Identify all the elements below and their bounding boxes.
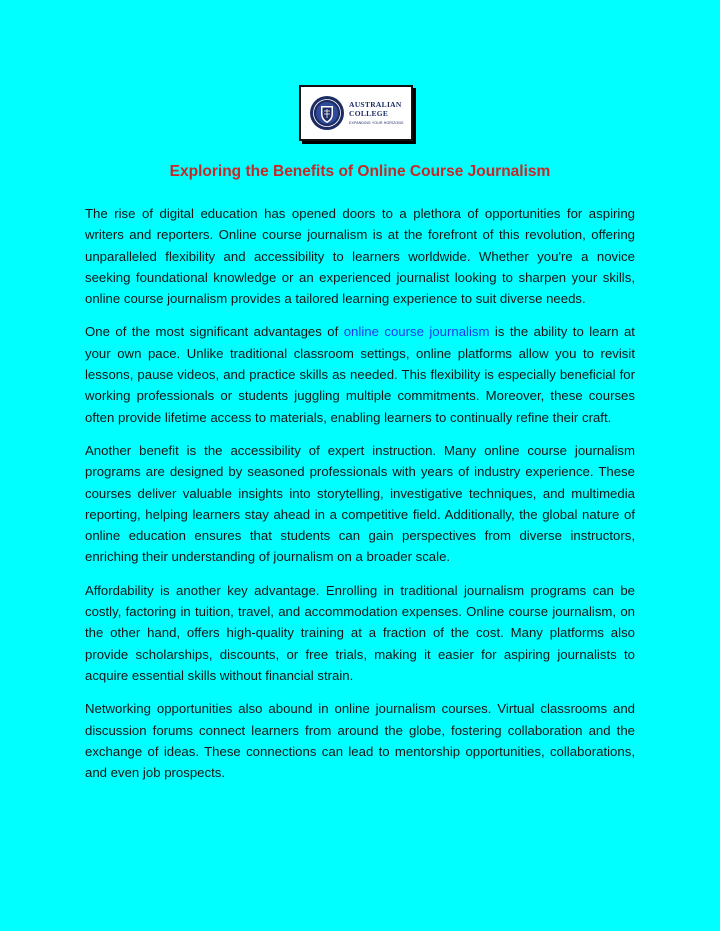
- paragraph: Affordability is another key advantage. Enrolling in traditional journalism programs can be costly, factoring in tuition, travel, and accommodation expenses. Online course journalism, on the other hand, offers high-quality training at a fraction of the cost. Many platforms also provide scholarships, discounts, or free trials, making it easier for aspiring journalists to acquire essential skills without financial strain.: [85, 582, 635, 683]
- page-title: Exploring the Benefits of Online Course Journalism: [169, 163, 551, 180]
- paragraph: Another benefit is the accessibility of expert instruction. Many online course journalism programs are designed by seasoned professionals with years of industry experience. These courses deliver valuable insights into storytelling, investigative techniques, and multimedia reporting, helping learners stay ahead in a competitive field. Additionally, the global nature of online education ensures that students can gain perspectives from diverse instructors, enriching their understanding of journalism on a broader scale.: [85, 442, 635, 565]
- paragraph: The rise of digital education has opened doors to a plethora of opportunities for aspiring writers and reporters. Online course journalism is at the forefront of this revolution, offering unparalleled flexibility and accessibility to learners worldwide. Whether you're a novice seeking foundational knowledge or an experienced journalist looking to sharpen your skills, online course journalism provides a tailored learning experience to suit diverse needs.: [85, 206, 635, 307]
- article-body: [85, 203, 635, 795]
- logo-tagline: EXPANDING YOUR HORIZONS: [349, 120, 404, 125]
- paragraph-with-link: [85, 321, 635, 427]
- paragraph: Networking opportunities also abound in online journalism courses. Virtual classrooms and discussion forums connect learners from around the globe, fostering collaboration and the exchange of ideas. These connections can lead to mentorship opportunities, collaborations, and even job prospects.: [85, 701, 635, 781]
- paragraph-text: One of the most significant advantages of: [85, 324, 344, 340]
- college-logo: [299, 85, 413, 141]
- logo-title-line2: COLLEGE: [349, 109, 389, 119]
- paragraph-text: is the ability to learn at your own pace. Unlike traditional classroom settings, online platforms allow you to revisit lessons, pause videos, and practice skills as needed. This flexibility is especially beneficial for working professionals or students juggling multiple commitments. Moreover, these courses often provide lifetime access to materials, enabling learners to continually refine their craft.: [85, 324, 635, 425]
- online-course-journalism-link[interactable]: online course journalism: [343, 324, 490, 340]
- college-seal-icon: [309, 95, 345, 131]
- logo-title-line1: AUSTRALIAN: [349, 99, 402, 109]
